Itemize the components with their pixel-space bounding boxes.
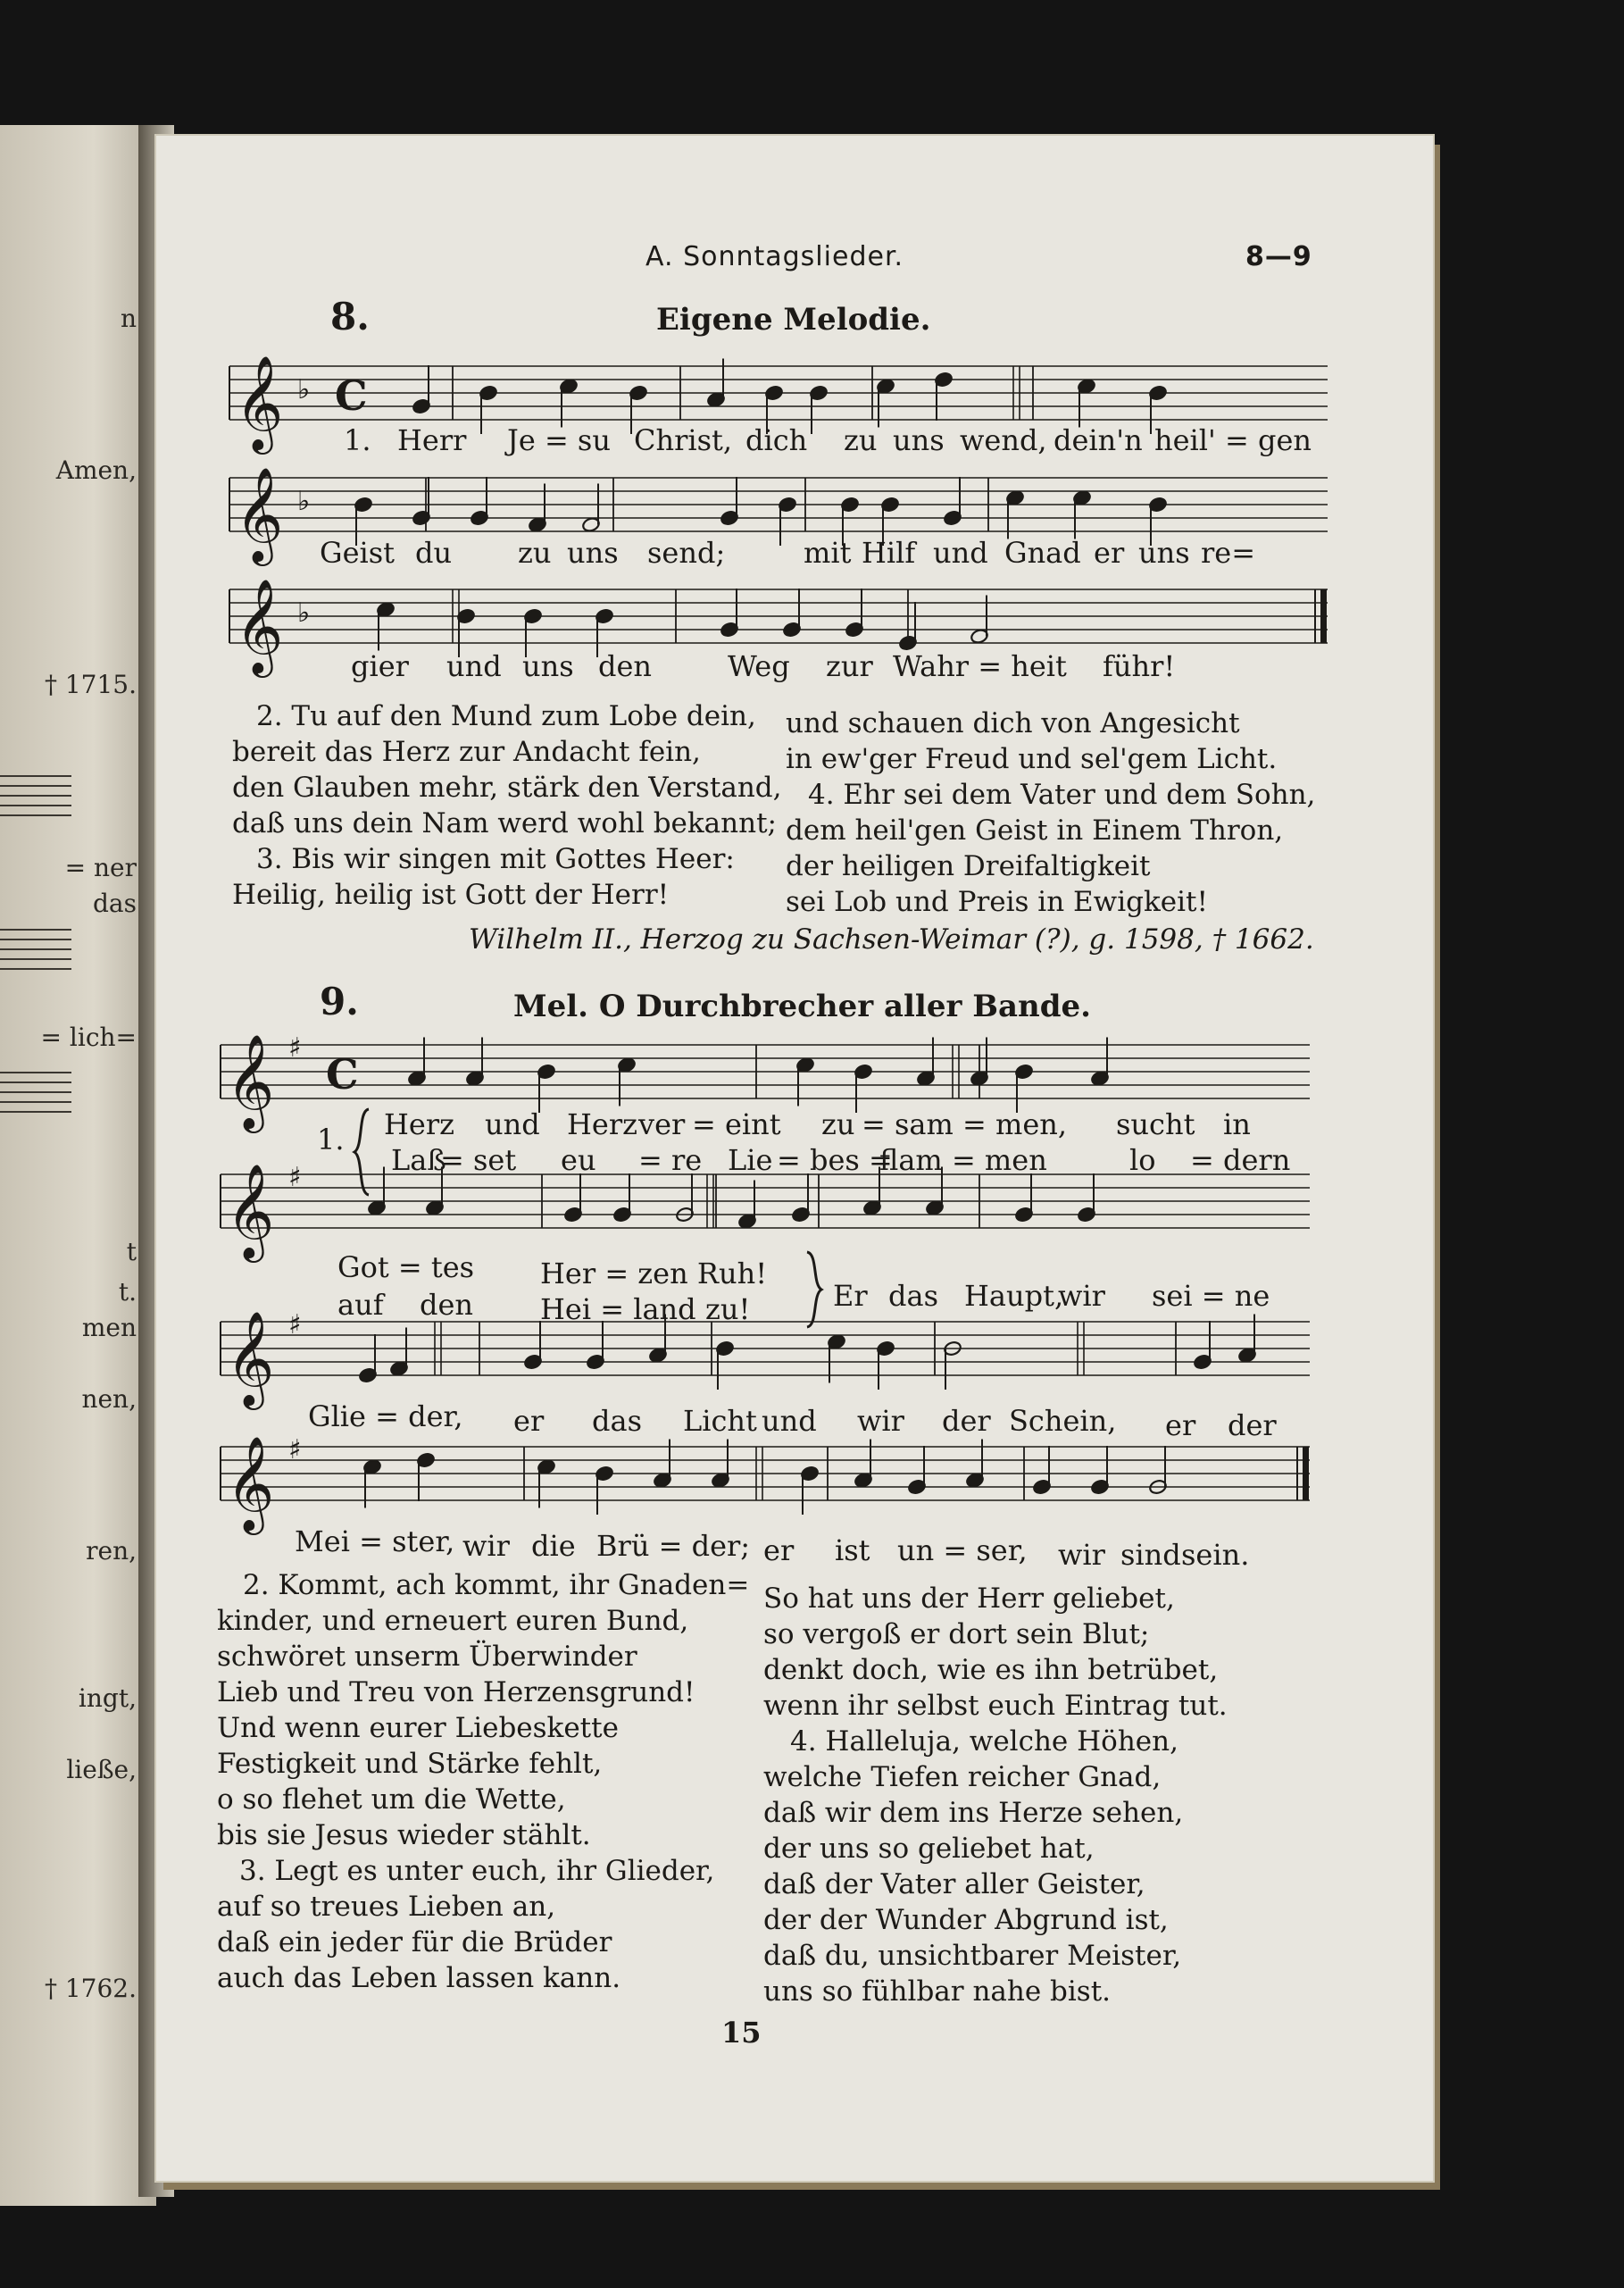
lyric-syllable: und [446, 649, 502, 683]
lyric-syllable: der [1228, 1408, 1277, 1442]
lyric-syllable: Weg [728, 649, 790, 683]
verse-line: Lieb und Treu von Herzensgrund! [217, 1676, 695, 1708]
verse-line: 2. Kommt, ach kommt, ihr Gnaden= [243, 1569, 750, 1601]
lyric-syllable: eu [561, 1143, 596, 1177]
treble-clef-icon: 𝄞 [235, 466, 284, 562]
lyric-syllable: Er [833, 1279, 868, 1313]
lyric-syllable: das [888, 1279, 938, 1313]
lyric-syllable: die [531, 1529, 576, 1563]
verse-line: auf so treues Lieben an, [217, 1891, 556, 1923]
verse-line: uns so fühlbar nahe bist. [763, 1975, 1112, 2008]
lyric-syllable: Herz [384, 1107, 454, 1141]
melody-title: Eigene Melodie. [656, 302, 931, 338]
lyric-syllable: Hilf [862, 536, 916, 570]
lyric-syllable: den [420, 1288, 474, 1322]
left-fragment: = lich= [40, 1023, 137, 1052]
lyric-syllable: zu [518, 536, 552, 570]
verse-line: 3. Legt es unter euch, ihr Glieder, [239, 1855, 715, 1887]
lyric-syllable: = dern [1190, 1143, 1291, 1177]
verse-number: 1. [317, 1123, 345, 1157]
lyric-syllable: und [485, 1107, 540, 1141]
lyric-syllable: sind [1120, 1538, 1181, 1572]
lyric-syllable: uns [893, 423, 945, 457]
lyric-syllable: un = ser, [897, 1533, 1028, 1567]
lyric-syllable: und [762, 1404, 817, 1438]
verse-line: denkt doch, wie es ihn betrübet, [763, 1654, 1219, 1686]
lyric-syllable: zu! [705, 1292, 751, 1326]
lyric-syllable: Laß [391, 1143, 446, 1177]
lyric-syllable: wir [857, 1404, 904, 1438]
lyric-syllable: = sam = men, [862, 1107, 1068, 1141]
left-fragment: n [120, 304, 137, 333]
lyric-syllable: ver [638, 1107, 686, 1141]
verse-line: der der Wunder Abgrund ist, [763, 1904, 1169, 1936]
flat-icon: ♭ [297, 597, 311, 629]
lyric-syllable: Christ, [634, 423, 733, 457]
lyric-syllable: Je = su [507, 423, 611, 457]
verse-line: kinder, und erneuert euren Bund, [217, 1605, 689, 1637]
verse-line: 2. Tu auf den Mund zum Lobe dein, [256, 700, 756, 732]
lyric-syllable: Hei = land [540, 1292, 696, 1326]
lyric-syllable: er [763, 1533, 795, 1567]
verse-line: schwöret unserm Überwinder [217, 1641, 637, 1673]
treble-clef-icon: 𝄞 [235, 578, 284, 673]
lyric-syllable: in [1223, 1107, 1251, 1141]
verse-line: den Glauben mehr, stärk den Verstand, [232, 772, 782, 804]
lyric-syllable: der [942, 1404, 991, 1438]
lyric-syllable: den [598, 649, 653, 683]
treble-clef-icon: 𝄞 [226, 1163, 275, 1258]
lyric-syllable: auf [337, 1288, 384, 1322]
treble-clef-icon: 𝄞 [235, 355, 284, 450]
lyric-syllable: = re [638, 1143, 703, 1177]
lyric-syllable: lo [1129, 1143, 1156, 1177]
lyric-syllable: heil' = gen [1154, 423, 1312, 457]
lyric-syllable: uns [522, 649, 574, 683]
left-fragment: = ner [64, 853, 137, 882]
verse-line: wenn ihr selbst euch Eintrag tut. [763, 1690, 1228, 1722]
verse-line: Und wenn eurer Liebeskette [217, 1712, 619, 1744]
lyric-syllable: uns [1138, 536, 1190, 570]
lyric-syllable: wir [1058, 1279, 1105, 1313]
left-fragment: ingt, [78, 1683, 137, 1713]
verse-line: sei Lob und Preis in Ewigkeit! [786, 886, 1208, 918]
flat-icon: ♭ [297, 486, 311, 517]
verse-line: So hat uns der Herr geliebet, [763, 1582, 1175, 1615]
verse-line: und schauen dich von Angesicht [786, 707, 1240, 739]
previous-page-edge [0, 125, 156, 2206]
sharp-icon: ♯ [288, 1032, 302, 1064]
verse-line: so vergoß er dort sein Blut; [763, 1618, 1150, 1650]
treble-clef-icon: 𝄞 [226, 1033, 275, 1129]
verse-line: dem heil'gen Geist in Einem Thron, [786, 814, 1284, 847]
verse-line: bis sie Jesus wieder stählt. [217, 1819, 591, 1851]
lyric-syllable: Gnad [1004, 536, 1081, 570]
lyric-syllable: Haupt, [964, 1279, 1064, 1313]
left-fragment: ren, [86, 1536, 137, 1566]
left-fragment: das [93, 889, 137, 918]
hymnal-page [156, 136, 1433, 2181]
verse-line: der uns so geliebet hat, [763, 1833, 1095, 1865]
author-attribution: Wilhelm II., Herzog zu Sachsen-Weimar (?), g. 1598, † 1662. [469, 923, 1314, 956]
page-number: 15 [721, 2016, 762, 2050]
lyric-syllable: mit [804, 536, 852, 570]
verse-line: in ew'ger Freud und sel'gem Licht. [786, 743, 1278, 775]
lyric-syllable: und [933, 536, 988, 570]
left-fragment: † 1715. [44, 670, 137, 699]
lyric-syllable: Mei = ster, [295, 1524, 455, 1558]
verse-line: daß der Vater aller Geister, [763, 1868, 1145, 1900]
lyric-syllable: = eint [692, 1107, 781, 1141]
lyric-syllable: das [592, 1404, 642, 1438]
lyric-syllable: ist [835, 1533, 870, 1567]
verse-line: 3. Bis wir singen mit Gottes Heer: [256, 843, 735, 875]
verse-line: bereit das Herz zur Andacht fein, [232, 736, 701, 768]
lyric-syllable: Wahr = heit [893, 649, 1067, 683]
lyric-syllable: Brü = der; [596, 1529, 751, 1563]
lyric-syllable: sein. [1181, 1538, 1250, 1572]
verse-line: daß du, unsichtbarer Meister, [763, 1940, 1182, 1972]
lyric-syllable: dich [745, 423, 808, 457]
lyric-syllable: zu [821, 1107, 855, 1141]
hymn-number: 8. [330, 295, 370, 338]
verse-line: auch das Leben lassen kann. [217, 1962, 621, 1994]
lyric-syllable: wend, [960, 423, 1047, 457]
lyric-syllable: du [415, 536, 453, 570]
left-fragment: t. [118, 1277, 137, 1307]
lyric-syllable: wir [1058, 1538, 1105, 1572]
lyric-syllable: Herr [397, 423, 467, 457]
left-fragment: ließe, [66, 1755, 137, 1784]
lyric-syllable: er [1165, 1408, 1196, 1442]
lyric-syllable: Got = tes [337, 1250, 475, 1284]
verse-line: 4. Ehr sei dem Vater und dem Sohn, [808, 779, 1316, 811]
lyric-syllable: re= [1201, 536, 1256, 570]
left-staff-fragment [0, 775, 71, 818]
left-fragment: men [81, 1313, 137, 1342]
verse-line: Festigkeit und Stärke fehlt, [217, 1748, 603, 1780]
left-fragment: † 1762. [44, 1974, 137, 2003]
verse-line: der heiligen Dreifaltigkeit [786, 850, 1151, 882]
lyric-syllable: gier [351, 649, 409, 683]
hymn-range: 8—9 [1245, 241, 1312, 272]
lyric-syllable: flam = men [879, 1143, 1047, 1177]
verse-line: welche Tiefen reicher Gnad, [763, 1761, 1162, 1793]
lyric-syllable: sei = ne [1152, 1279, 1270, 1313]
treble-clef-icon: 𝄞 [226, 1435, 275, 1531]
left-staff-fragment [0, 1072, 71, 1115]
lyric-syllable: = bes = [777, 1143, 893, 1177]
section-header: A. Sonntagslieder. [645, 241, 904, 272]
hymn-number: 9. [320, 980, 359, 1023]
lyric-syllable: uns [567, 536, 619, 570]
sharp-icon: ♯ [288, 1162, 302, 1193]
verse-line: daß uns dein Nam werd wohl bekannt; [232, 807, 777, 839]
lyric-syllable: dein'n [1054, 423, 1143, 457]
lyric-syllable: sucht [1116, 1107, 1195, 1141]
lyric-syllable: 1. [344, 423, 371, 457]
flat-icon: ♭ [297, 374, 311, 405]
final-bar-line [1303, 1447, 1309, 1500]
final-bar-line [1320, 589, 1327, 643]
verse-line: daß wir dem ins Herze sehen, [763, 1797, 1184, 1829]
lyric-syllable: send; [647, 536, 726, 570]
lyric-syllable: Glie = der, [308, 1399, 463, 1433]
left-fragment: nen, [81, 1384, 137, 1414]
lyric-syllable: führ! [1103, 649, 1176, 683]
common-time-icon: C [326, 1050, 359, 1098]
lyric-syllable: er [1094, 536, 1125, 570]
melody-title: Mel. O Durchbrecher aller Bande. [513, 989, 1091, 1024]
lyric-syllable: Her = zen Ruh! [540, 1257, 768, 1290]
verse-line: 4. Halleluja, welche Höhen, [790, 1725, 1178, 1758]
lyric-syllable: zu [844, 423, 878, 457]
lyric-syllable: Licht [683, 1404, 757, 1438]
verse-line: Heilig, heilig ist Gott der Herr! [232, 879, 670, 911]
common-time-icon: C [335, 372, 368, 420]
treble-clef-icon: 𝄞 [226, 1310, 275, 1406]
lyric-syllable: Herz [567, 1107, 637, 1141]
verse-line: o so flehet um die Wette, [217, 1783, 566, 1816]
left-staff-fragment [0, 929, 71, 972]
left-fragment: Amen, [55, 455, 137, 485]
lyric-syllable: er [513, 1404, 545, 1438]
verse-line: daß ein jeder für die Brüder [217, 1926, 612, 1958]
left-fragment: t [126, 1237, 137, 1266]
sharp-icon: ♯ [288, 1309, 302, 1340]
lyric-syllable: Schein, [1009, 1404, 1117, 1438]
lyric-syllable: Geist [320, 536, 396, 570]
lyric-syllable: wir [462, 1529, 510, 1563]
sharp-icon: ♯ [288, 1434, 302, 1465]
lyric-syllable: = set [440, 1143, 517, 1177]
lyric-syllable: Lie [728, 1143, 773, 1177]
lyric-syllable: zur [826, 649, 873, 683]
